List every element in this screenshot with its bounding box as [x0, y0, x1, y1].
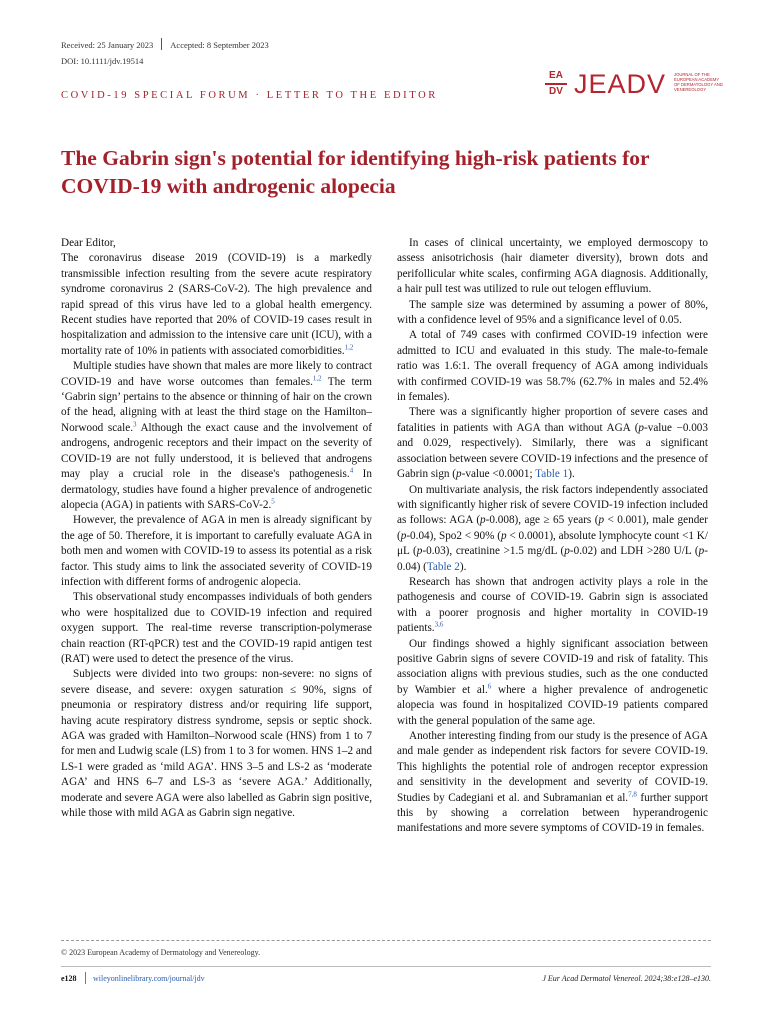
journal-citation: J Eur Acad Dermatol Venereol. 2024;38:e128–e130.: [542, 974, 711, 983]
reference-citation[interactable]: 1,2: [312, 373, 322, 382]
reference-citation[interactable]: 6: [487, 682, 492, 691]
reference-citation[interactable]: 1,2: [344, 343, 354, 352]
footer-separator: [85, 972, 86, 984]
article-title: The Gabrin sign's potential for identifying high-risk patients for COVID-19 with androgenic alopecia: [61, 146, 650, 198]
paragraph: There was a significantly higher proportion of severe cases and fatalities in patients with AGA than without AGA (p-value −0.003 and 0.029, respectively). Similarly, there was a significant association between severe COVID-19 infections and the presence of Gabrin sign (p-value <0.0001; Table 1).: [397, 406, 708, 481]
right-column: [397, 236, 708, 837]
reference-citation[interactable]: 3,6: [434, 620, 444, 629]
journal-website-link[interactable]: wileyonlinelibrary.com/journal/jdv: [93, 974, 205, 983]
paragraph: On multivariate analysis, the risk factors independently associated with significantly higher risk of severe COVID-19 infection included as follows: AGA (p-0.008), age ≥ 65 years (p < 0.001), male gender (p-0.04), Spo2 < 90% (p < 0.0001), absolute lymphocyte count <1 K/μL (p-0.03), creatinine >1.5 mg/dL (p-0.02) and LDH >280 U/L (p-0.04) (Table 2).: [397, 483, 708, 573]
paragraph: Multiple studies have shown that males are more likely to contract COVID-19 and have worse outcomes than females.$^{1,2}$ The term ‘Gabrin sign’ pertains to the absence or thinning of hair on the crown of the head, aligning with at least the third stage on the Hamilton–Norwood scale.$^3$ Although the exact cause and the involvement of androgens, androgenic receptors and their impact on the severity of COVID-19 are not fully understood, it is believed that androgens may play a crucial role in the disease's pathogenesis.$^4$ In dermatology, studies have found a higher prevalence of androgenetic alopecia (AGA) in patients with SARS-CoV-2.$^5$: [61, 360, 372, 511]
copyright: © 2023 European Academy of Dermatology and Venereology.: [61, 948, 261, 957]
logo-tagline: JOURNAL OF THE EUROPEAN ACADEMY OF DERMATOLOGY AND VENEREOLOGY: [674, 72, 723, 92]
paragraph: This observational study encompasses individuals of both genders who were hospitalized due to COVID-19 infection and required oxygen support. The real-time reverse transcription-polymerase chain reaction (RT-qPCR) test and the COVID-19 rapid antigen test (RAT) were used to detect the presence of the virus.: [61, 591, 372, 665]
logo-mark-bottom: DV: [549, 85, 563, 97]
logo-mark-bar: [545, 83, 567, 85]
paragraph: Subjects were divided into two groups: non-severe: no signs of severe disease, and severe: oxygen saturation ≤ 90%, signs of pneumonia or respiratory distress and/or requiring life support, having acute respiratory distress syndrome, sepsis or septic shock. AGA was graded with Hamilton–Norwood scale (HNS) from 1 to 7 for men and Ludwig scale (LS) from 1 to 3 for women. HNS 1–2 and LS-1 were graded as ‘mild AGA’. HNS 3–5 and LS-2 as ‘moderate AGA’ and HNS 6–7 and LS-3 as ‘severe AGA.’ Additionally, moderate and severe AGA were also labelled as Gabrin sign positive, while those with mild AGA as Gabrin sign negative.: [61, 668, 373, 820]
paragraph: The coronavirus disease 2019 (COVID-19) is a markedly transmissible infection resulting from the severe acute respiratory syndrome coronavirus 2 (SARS-CoV-2). The high prevalence and rapid spread of this virus have led to a global health emergency. Recent studies have reported that 20% of COVID-19 cases result in hospitalization and admission to the intensive care unit (ICU), with a mortality rate of 10% in patients with associated comorbidities.$^{1,2}$: [61, 252, 372, 357]
doi[interactable]: DOI: 10.1111/jdv.19514: [61, 56, 144, 66]
logo-wordmark: JEADV: [574, 69, 667, 99]
paragraph: In cases of clinical uncertainty, we employed dermoscopy to assess anisotrichosis (hair diameter diversity), brown dots and perifollicular white scales, confirming AGA diagnosis. Additionally, a hair pull test was utilized to rule out telogen effluvium.: [397, 237, 708, 296]
reference-citation[interactable]: 3: [133, 420, 137, 429]
table-link[interactable]: Table 1: [535, 468, 569, 481]
reference-citation[interactable]: 4: [349, 466, 354, 475]
eadv-mark-icon: [545, 70, 567, 96]
paragraph: A total of 749 cases with confirmed COVID-19 infection were admitted to ICU and evaluated in this study. The male-to-female ratio was 1.6:1. The overall frequency of AGA among individuals with confirmed COVID-19 was 58.7% (62.7% in males and 52.4% in females).: [397, 329, 708, 404]
paragraph: Our findings showed a highly significant association between positive Gabrin signs of severe COVID-19 and risk of fatality. This association aligns with previous studies, such as the one conducted by Wambier et al.$^6$ where a higher prevalence of androgenetic alopecia was found in hospitalized COVID-19 patients compared with the general population of the same age.: [397, 637, 708, 727]
article-dates: [61, 38, 269, 50]
table-link[interactable]: Table 2: [426, 560, 460, 573]
footer-divider: [61, 966, 711, 967]
paragraph: The sample size was determined by assuming a power of 80%, with a confidence level of 95% and a significance level of 0.05.: [397, 298, 708, 327]
reference-citation[interactable]: 5: [271, 497, 275, 506]
jeadv-logo[interactable]: [545, 70, 725, 100]
footnote-divider: [61, 940, 711, 941]
paragraph: However, the prevalence of AGA in men is already significant by the age of 50. Therefore, it is important to carefully evaluate AGA in both men and women with COVID-19 to assess its potential as a risk factor. This study aims to link the associated severity of COVID-19 infection with different forms of androgenic alopecia.: [61, 514, 372, 588]
paragraph: Another interesting finding from our study is the presence of AGA and male gender as independent risk factors for severe COVID-19. This highlights the potential role of androgen receptor expression and sensitivity in the development and severity of COVID-19. Studies by Cadegiani et al. and Subramanian et al.$^{7,8}$ further support this by showing a correlation between hyperandrogenic manifestations and more severe symptoms of COVID-19 in females.: [397, 730, 708, 835]
page-number: e128: [61, 974, 77, 983]
logo-mark-top: EA: [549, 70, 563, 81]
paragraph: Dear Editor,: [61, 237, 116, 249]
paragraph: Research has shown that androgen activity plays a role in the pathogenesis and course of COVID-19. Gabrin sign is associated with a poorer prognosis and higher mortality in COVID-19 patients.$^{3,6}$: [397, 575, 708, 635]
date-separator: [161, 38, 162, 50]
left-column: [61, 236, 372, 821]
reference-citation[interactable]: 7,8: [628, 789, 637, 798]
accepted-date: Accepted: 8 September 2023: [170, 40, 269, 50]
section-label: COVID-19 SPECIAL FORUM · LETTER TO THE EDITOR: [61, 90, 438, 101]
received-date: Received: 25 January 2023: [61, 40, 154, 50]
